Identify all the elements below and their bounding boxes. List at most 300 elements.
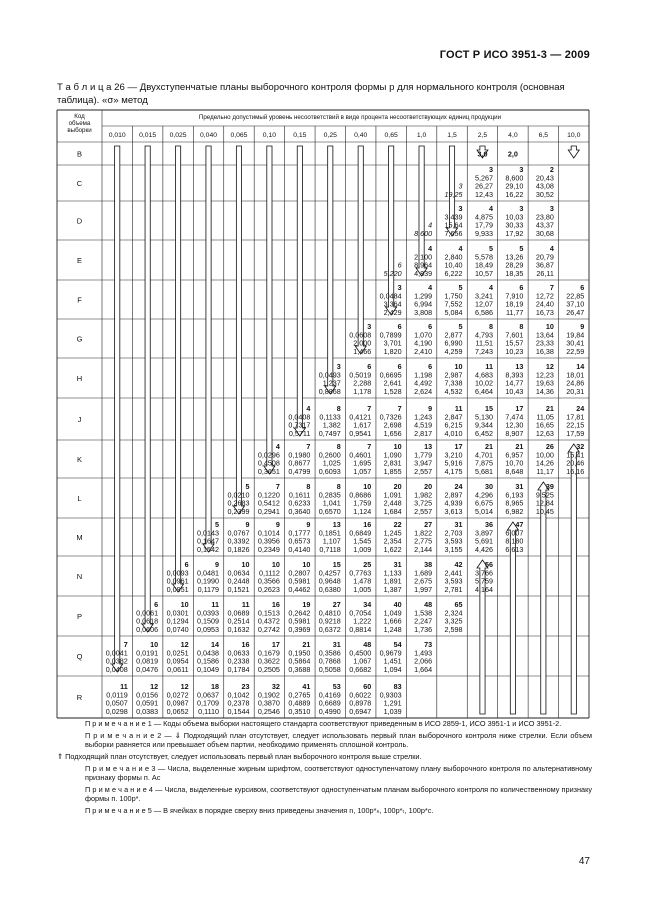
table-cell-value: 6 bbox=[580, 283, 585, 293]
column-heading: 2,5 bbox=[477, 132, 488, 139]
table-cell-value: 1,528 bbox=[383, 387, 402, 396]
table-cell-value: 0,9648 bbox=[318, 576, 341, 586]
table-cell-value: 0,0493 bbox=[318, 370, 341, 380]
table-cell-value: 6,957 bbox=[505, 450, 524, 460]
table-cell-value: 5,759 bbox=[474, 576, 493, 586]
table-cell-value: 36,87 bbox=[535, 260, 554, 270]
table-cell-value: 2,775 bbox=[414, 536, 433, 546]
table-cell-value: 0,0210 bbox=[227, 490, 250, 500]
table-cell-value: 9 bbox=[306, 520, 311, 530]
table-cell-value: 24 bbox=[454, 482, 463, 492]
table-cell-value: 9,525 bbox=[535, 490, 554, 500]
table-cell-value: 6,215 bbox=[444, 420, 463, 430]
table-cell-value: 0,0382 bbox=[105, 656, 128, 666]
table-cell-value: 0,6093 bbox=[318, 467, 341, 476]
table-notes bbox=[57, 719, 592, 818]
table-cell-value: 0,0633 bbox=[227, 648, 250, 658]
table-cell-value: 1,695 bbox=[353, 458, 372, 468]
table-cell-value: 1,070 bbox=[414, 330, 433, 340]
table-cell-value: 17,59 bbox=[566, 429, 585, 438]
table-cell-value: 3,593 bbox=[444, 576, 463, 586]
row-code: E bbox=[76, 256, 83, 265]
table-cell-value: 0,0156 bbox=[136, 690, 159, 700]
table-cell-value: 14,26 bbox=[535, 458, 554, 468]
table-cell-value: 15,57 bbox=[505, 338, 524, 348]
table-cell-value: 0,7326 bbox=[379, 412, 402, 422]
table-cell-value: 5,220 bbox=[383, 269, 402, 278]
table-cell-value: 2,429 bbox=[383, 308, 402, 317]
table-cell-value: 4,010 bbox=[444, 429, 463, 438]
table-cell-value: 0,1220 bbox=[257, 490, 280, 500]
table-cell-value: 0,0298 bbox=[105, 707, 128, 716]
table-cell-value: 0,6689 bbox=[318, 698, 341, 708]
table-cell-value: 23,80 bbox=[535, 212, 554, 222]
table-cell-value: 18 bbox=[211, 682, 220, 692]
table-cell-value: 6 bbox=[519, 283, 524, 293]
table-cell-value: 0,0408 bbox=[288, 412, 311, 422]
table-cell-value: 1,684 bbox=[383, 507, 402, 516]
table-cell-value: 0,0301 bbox=[166, 608, 189, 618]
table-cell-value: 0,0191 bbox=[136, 648, 159, 658]
column-heading: 0,40 bbox=[354, 132, 368, 139]
table-cell-value: 18,19 bbox=[505, 299, 524, 309]
table-cell-value: 7,338 bbox=[444, 378, 463, 388]
table-cell-value: 1,245 bbox=[383, 528, 402, 538]
table-cell-value: 0,4257 bbox=[318, 568, 341, 578]
table-cell-value: 0,4799 bbox=[288, 467, 311, 476]
table-cell-value: 1,009 bbox=[353, 545, 372, 554]
table-cell-value: 32 bbox=[271, 682, 280, 692]
table-cell-value: 10 bbox=[302, 560, 311, 570]
table-cell-value: 0,4889 bbox=[288, 698, 311, 708]
table-cell-value: 0,3640 bbox=[288, 507, 311, 516]
table-cell-value: 10,70 bbox=[505, 458, 524, 468]
table-cell-value: 3,155 bbox=[444, 545, 463, 554]
table-cell-value: 28,29 bbox=[505, 260, 524, 270]
table-cell-value: 30,52 bbox=[535, 190, 554, 199]
table-cell-value: 6 bbox=[397, 362, 402, 372]
table-cell-value: 1,025 bbox=[322, 458, 341, 468]
table-cell-value: 0,7054 bbox=[349, 608, 372, 618]
table-cell-value: 3,947 bbox=[414, 458, 433, 468]
table-cell-value: 7 bbox=[397, 404, 402, 414]
table-cell-value: 14,77 bbox=[505, 378, 524, 388]
table-cell-value: 4,296 bbox=[474, 490, 493, 500]
table-cell-value: 7,552 bbox=[444, 299, 463, 309]
table-cell-value: 17,79 bbox=[474, 220, 493, 230]
table-cell-value: 5 bbox=[458, 283, 463, 293]
column-heading: 1,0 bbox=[416, 132, 427, 139]
table-cell-value: 2,987 bbox=[444, 370, 463, 380]
table-cell-value: 6 bbox=[367, 362, 372, 372]
table-cell-value: 8 bbox=[336, 482, 341, 492]
table-cell-value: 0,1521 bbox=[227, 585, 250, 594]
table-cell-value: 6,982 bbox=[505, 507, 524, 516]
table-cell-value: 3,210 bbox=[444, 450, 463, 460]
table-cell-value: 0,9541 bbox=[349, 429, 372, 438]
table-cell-value: 0,7317 bbox=[288, 420, 311, 430]
table-cell-value: 17 bbox=[515, 404, 524, 414]
table-cell-value: 1,041 bbox=[322, 498, 341, 508]
table-cell-value: 19,63 bbox=[535, 378, 554, 388]
table-cell-value: 4 bbox=[428, 220, 433, 230]
table-cell-value: 8 bbox=[519, 322, 524, 332]
table-caption: Т а б л и ц а 26 — Двухступенчатые планы выборочного контроля формы p для нормального контроля (основная таблица). «σ» метод bbox=[57, 82, 565, 106]
table-cell-value: 2,877 bbox=[444, 330, 463, 340]
table-cell-value: 16 bbox=[241, 640, 250, 650]
table-cell-value: 1,656 bbox=[383, 429, 402, 438]
table-cell-value: 6,193 bbox=[505, 490, 524, 500]
row-code: P bbox=[76, 612, 83, 621]
down-arrow-icon bbox=[568, 146, 579, 158]
table-cell-value: 0,0143 bbox=[197, 528, 220, 538]
table-cell-value: 0,2338 bbox=[227, 656, 250, 666]
note-2-up-arrow: ⇑ Подходящий план отсутствует, следует использовать первый план выборочного контроля выше стрелки. bbox=[57, 751, 422, 761]
table-cell-value: 0,1851 bbox=[318, 528, 341, 538]
table-cell-value: 0,3510 bbox=[288, 707, 311, 716]
table-cell-value: 18,49 bbox=[474, 260, 493, 270]
span-header: Предельно допустимый уровень несоответствий в виде процента несоответствующих единиц продукции bbox=[198, 114, 502, 121]
table-cell-value: 11 bbox=[120, 682, 128, 692]
table-cell-value: 30,33 bbox=[505, 220, 524, 230]
column-heading: 0,025 bbox=[169, 132, 187, 139]
table-cell-value: 0,2941 bbox=[257, 507, 280, 516]
table-cell-value: 3 bbox=[458, 204, 463, 214]
table-cell-value: 0,5412 bbox=[257, 498, 280, 508]
table-cell-value: 9 bbox=[275, 520, 280, 530]
table-cell-value: 4,190 bbox=[414, 338, 433, 348]
table-cell-value: 1,736 bbox=[414, 625, 433, 634]
table-cell-value: 24 bbox=[576, 404, 585, 414]
table-cell-value: 6,222 bbox=[444, 269, 463, 278]
table-cell-value: 1,067 bbox=[353, 656, 372, 666]
table-cell-value: 0,1509 bbox=[197, 616, 220, 626]
row-code: M bbox=[76, 533, 83, 542]
table-cell-value: 0,1647 bbox=[197, 536, 220, 546]
table-cell-value: 10,40 bbox=[444, 260, 463, 270]
table-cell-value: 0,0041 bbox=[105, 648, 128, 658]
table-cell-value: 0,0611 bbox=[167, 665, 189, 674]
table-cell-value: 5,267 bbox=[474, 173, 493, 183]
table-cell-value: 6,675 bbox=[474, 498, 493, 508]
table-cell-value: 8,600 bbox=[414, 229, 433, 238]
table-cell-value: 1,049 bbox=[383, 608, 402, 618]
table-cell-value: 0,8677 bbox=[288, 458, 311, 468]
table-cell-value: 48 bbox=[424, 600, 433, 610]
table-cell-value: 27 bbox=[332, 600, 341, 610]
row-code: Q bbox=[76, 652, 83, 661]
table-cell-value: 6,613 bbox=[505, 545, 524, 554]
table-cell-value: 11 bbox=[485, 362, 493, 372]
table-cell-value: 5,578 bbox=[474, 252, 493, 262]
table-cell-value: 5 bbox=[519, 244, 524, 254]
table-cell-value: 1,091 bbox=[383, 490, 402, 500]
table-cell-value: 20,46 bbox=[566, 458, 585, 468]
table-cell-value: 4 bbox=[488, 283, 493, 293]
table-cell-value: 0,3392 bbox=[227, 536, 250, 546]
table-cell-value: 7 bbox=[367, 404, 372, 414]
table-cell-value: 4,492 bbox=[414, 378, 433, 388]
table-cell-value: 19,25 bbox=[444, 190, 463, 199]
table-cell-value: 0,0251 bbox=[166, 648, 189, 658]
table-cell-value: 8 bbox=[336, 404, 341, 414]
column-heading: 0,25 bbox=[323, 132, 337, 139]
table-cell-value: 0,2642 bbox=[288, 608, 311, 618]
table-cell-value: 54 bbox=[393, 640, 402, 650]
table-cell-value: 0,9303 bbox=[379, 690, 402, 700]
table-cell-value: 32 bbox=[576, 442, 585, 452]
table-cell-value: 0,0634 bbox=[227, 568, 250, 578]
table-cell-value: 41 bbox=[302, 682, 311, 692]
table-cell-value: 0,5864 bbox=[288, 656, 311, 666]
table-cell-value: 0,3969 bbox=[288, 625, 311, 634]
table-cell-value: 83 bbox=[393, 682, 402, 692]
table-cell-value: 0,1112 bbox=[258, 568, 280, 578]
table-cell-value: 1,124 bbox=[353, 507, 372, 516]
row-code: L bbox=[77, 494, 82, 503]
table-cell-value: 4 bbox=[428, 283, 433, 293]
table-cell-value: 11,51 bbox=[475, 338, 493, 348]
note-5: П р и м е ч а н и е 5 — В ячейках в порядке сверху вниз приведены значения n, 100p*ₙ, 100p*ₜ, 100p*c. bbox=[85, 805, 434, 815]
table-cell-value: 10 bbox=[363, 482, 372, 492]
table-cell-value: 0,6695 bbox=[379, 370, 402, 380]
table-cell-value: 20,79 bbox=[535, 252, 554, 262]
table-cell-value: 0,1542 bbox=[197, 545, 220, 554]
table-cell-value: 14 bbox=[576, 362, 585, 372]
table-cell-value: 3,613 bbox=[444, 507, 463, 516]
table-cell-value: 1,248 bbox=[383, 625, 402, 634]
table-cell-value: 19,84 bbox=[566, 330, 585, 340]
table-cell-value: 31 bbox=[332, 640, 341, 650]
table-cell-value: 1,451 bbox=[383, 656, 402, 666]
table-cell-value: 2,144 bbox=[414, 545, 433, 554]
table-cell-value: 0,1950 bbox=[288, 648, 311, 658]
table-cell-value: 30,68 bbox=[535, 229, 554, 238]
table-cell-value: 0,1042 bbox=[227, 690, 250, 700]
table-cell-value: 1,664 bbox=[414, 665, 433, 674]
table-cell-value: 10,03 bbox=[505, 212, 524, 222]
table-cell-value: 3 bbox=[519, 204, 524, 214]
table-cell-value: 7,656 bbox=[444, 229, 463, 238]
table-cell-value: 0,0740 bbox=[166, 625, 189, 634]
table-cell-value: 2,598 bbox=[444, 625, 463, 634]
table-cell-value: 3 bbox=[519, 165, 524, 175]
table-cell-value: 6,452 bbox=[474, 429, 493, 438]
table-cell-value: 30,41 bbox=[566, 338, 585, 348]
table-cell-value: 0,4462 bbox=[288, 585, 311, 594]
table-cell-value: 5,130 bbox=[474, 412, 493, 422]
table-cell-value: 16,38 bbox=[535, 347, 554, 356]
table-cell-value: 0,1826 bbox=[227, 545, 250, 554]
table-cell-value: 5 bbox=[458, 322, 463, 332]
table-cell-value: 11,17 bbox=[536, 467, 554, 476]
table-cell-value: 2,675 bbox=[414, 576, 433, 586]
table-cell-value: 0,7497 bbox=[318, 429, 341, 438]
table-cell-value: 10 bbox=[271, 560, 280, 570]
table-cell-value: 0,0296 bbox=[257, 450, 280, 460]
table-cell-value: 1,243 bbox=[414, 412, 433, 422]
table-cell-value: 7 bbox=[306, 442, 311, 452]
table-cell-value: 1,997 bbox=[414, 585, 433, 594]
table-cell-value: 16,73 bbox=[535, 308, 554, 317]
table-cell-value: 0,1611 bbox=[288, 490, 311, 500]
table-cell-value: 21 bbox=[302, 640, 311, 650]
table-cell-value: 29,10 bbox=[505, 181, 524, 191]
table-cell-value: 0,8814 bbox=[349, 625, 372, 634]
table-cell-value: 0,5981 bbox=[288, 616, 311, 626]
table-cell-value: 3 bbox=[549, 204, 554, 214]
table-cell-value: 4,875 bbox=[474, 212, 493, 222]
table-cell-value: 0,1709 bbox=[197, 698, 220, 708]
table-cell-value: 2,698 bbox=[383, 420, 402, 430]
table-cell-value: 26,27 bbox=[474, 181, 493, 191]
down-arrow-icon bbox=[203, 146, 214, 552]
table-cell-value: 1,891 bbox=[383, 576, 402, 586]
table-cell-value: 4 bbox=[488, 204, 493, 214]
table-cell-value: 6,994 bbox=[414, 299, 433, 309]
table-cell-value: 3,364 bbox=[383, 299, 402, 309]
table-cell-value: 2,000 bbox=[353, 338, 372, 348]
row-code: J bbox=[77, 415, 82, 424]
table-cell-value: 2,641 bbox=[383, 378, 402, 388]
table-cell-value: 17 bbox=[454, 442, 463, 452]
table-cell-value: 38 bbox=[424, 560, 433, 570]
table-cell-value: 12,07 bbox=[474, 299, 493, 309]
table-cell-value: 0,3586 bbox=[318, 648, 341, 658]
table-cell-value: 5 bbox=[215, 520, 220, 530]
table-cell-value: 5,014 bbox=[474, 507, 493, 516]
table-cell-value: 3 bbox=[336, 362, 341, 372]
table-cell-value: 0,0484 bbox=[379, 291, 402, 301]
table-cell-value: 12,84 bbox=[535, 498, 554, 508]
row-code: B bbox=[76, 149, 83, 159]
row-code: H bbox=[76, 374, 83, 383]
table-cell-value: 0,6570 bbox=[318, 507, 341, 516]
table-cell-value: 16,22 bbox=[505, 190, 524, 199]
table-cell-value: 8 bbox=[488, 322, 493, 332]
table-cell-value: 0,8978 bbox=[349, 698, 372, 708]
table-cell-value: 4,701 bbox=[474, 450, 493, 460]
table-cell-value: 16,16 bbox=[566, 467, 585, 476]
table-cell-value: 0,7763 bbox=[349, 568, 372, 578]
table-cell-value: 31 bbox=[393, 560, 402, 570]
table-cell-value: 0,2448 bbox=[227, 576, 250, 586]
table-cell-value: 10 bbox=[545, 322, 554, 332]
table-cell-value: 0,1179 bbox=[197, 585, 220, 594]
table-cell-value: 1,178 bbox=[353, 387, 372, 396]
table-cell-value: 4,164 bbox=[474, 585, 493, 594]
column-heading: 4,0 bbox=[508, 132, 518, 139]
row-code: G bbox=[76, 334, 83, 344]
table-cell-value: 5,681 bbox=[474, 467, 493, 476]
table-cell-value: 0,0093 bbox=[166, 568, 189, 578]
table-cell-value: 8 bbox=[336, 442, 341, 452]
table-cell-value: 4,259 bbox=[444, 347, 463, 356]
table-cell-value: 1,198 bbox=[414, 370, 433, 380]
table-cell-value: 0,1513 bbox=[257, 608, 280, 618]
table-cell-value: 6 bbox=[428, 362, 433, 372]
table-cell-value: 0,4601 bbox=[349, 450, 372, 460]
table-cell-value: 47 bbox=[515, 520, 524, 530]
table-cell-value: 2,100 bbox=[414, 252, 433, 262]
table-cell-value: 42 bbox=[454, 560, 463, 570]
table-cell-value: 3 bbox=[397, 283, 402, 293]
table-cell-value: 18,35 bbox=[505, 269, 524, 278]
table-cell-value: 22 bbox=[393, 520, 402, 530]
note-4: П р и м е ч а н и е 4 — Числа, выделенные курсивом, соответствуют одноступенчатым планам выборочного контроля по количественному признаку формы п. 100p*. bbox=[85, 784, 592, 804]
table-cell-value: 2,703 bbox=[444, 528, 463, 538]
table-cell-value: 3,439 bbox=[444, 212, 463, 222]
table-cell-value: 4,793 bbox=[474, 330, 493, 340]
table-cell-value: 0,1294 bbox=[166, 616, 189, 626]
table-cell-value: 5 bbox=[488, 244, 493, 254]
table-cell-value: 15,41 bbox=[566, 450, 585, 460]
table-cell-value: 2,448 bbox=[383, 498, 402, 508]
table-cell-value: 13,64 bbox=[535, 330, 554, 340]
table-cell-value: 2,410 bbox=[414, 347, 433, 356]
table-cell-value: 8,965 bbox=[505, 498, 524, 508]
table-cell-value: 23 bbox=[241, 682, 250, 692]
table-cell-value: 0,6233 bbox=[288, 498, 311, 508]
table-cell-value: 0,0951 bbox=[166, 585, 189, 594]
table-cell-value: 24,86 bbox=[566, 378, 585, 388]
table-cell-value: 0,2835 bbox=[318, 490, 341, 500]
down-arrow-icon bbox=[294, 146, 305, 436]
table-cell-value: 0,1632 bbox=[227, 625, 250, 634]
table-cell-value: 7 bbox=[549, 283, 554, 293]
table-cell-value: 0,2505 bbox=[257, 665, 280, 674]
table-cell-value: 0,3622 bbox=[257, 656, 280, 666]
table-cell-value: 0,1990 bbox=[197, 576, 220, 586]
table-cell-value: 10,02 bbox=[474, 378, 493, 388]
table-cell-value: 22,59 bbox=[566, 347, 585, 356]
table-cell-value: 15,64 bbox=[444, 220, 463, 230]
table-cell-value: 0,6380 bbox=[318, 585, 341, 594]
note-2: П р и м е ч а н и е 2 — ⇓ Подходящий план отсутствует, следует использовать первый план выборочного контроля ниже стрелки. Если объем выборки равняется или превышает объем партии, необходимо применять сплошной контроль. bbox=[85, 730, 592, 750]
table-cell-value: 21 bbox=[545, 404, 554, 414]
table-cell-value: 20 bbox=[424, 482, 433, 492]
up-arrow-icon bbox=[568, 444, 579, 714]
table-cell-value: 39 bbox=[545, 482, 554, 492]
table-cell-value: 0,3956 bbox=[257, 536, 280, 546]
table-cell-value: 9 bbox=[428, 404, 433, 414]
table-cell-value: 1,622 bbox=[383, 545, 402, 554]
row-code: R bbox=[76, 693, 83, 702]
table-cell-value: 10 bbox=[454, 362, 463, 372]
table-cell-value: 0,2399 bbox=[227, 507, 250, 516]
table-cell-value: 3 bbox=[488, 165, 493, 175]
table-cell-value: 0,7899 bbox=[379, 330, 402, 340]
table-cell-value: 0,0953 bbox=[197, 625, 220, 634]
table-cell-value: 10,23 bbox=[505, 347, 524, 356]
table-cell-value: 20,43 bbox=[535, 173, 554, 183]
table-cell-value: 0,1784 bbox=[227, 665, 250, 674]
table-cell-value: 12 bbox=[180, 682, 189, 692]
table-cell-value: 48 bbox=[363, 640, 372, 650]
table-cell-value: 6 bbox=[397, 322, 402, 332]
table-cell-value: 7,910 bbox=[505, 291, 524, 301]
table-cell-value: 12 bbox=[150, 682, 159, 692]
table-cell-value: 9 bbox=[580, 322, 585, 332]
table-cell-value: 7,601 bbox=[505, 330, 524, 340]
table-cell-value: 0,2623 bbox=[257, 585, 280, 594]
table-cell-value: 10,57 bbox=[474, 269, 493, 278]
table-cell-value: 1,617 bbox=[353, 420, 372, 430]
table-cell-value: 15 bbox=[484, 404, 493, 414]
table-cell-value: 0,9218 bbox=[318, 616, 341, 626]
table-cell-value: 4,426 bbox=[474, 545, 493, 554]
table-cell-value: 0,4140 bbox=[288, 545, 311, 554]
